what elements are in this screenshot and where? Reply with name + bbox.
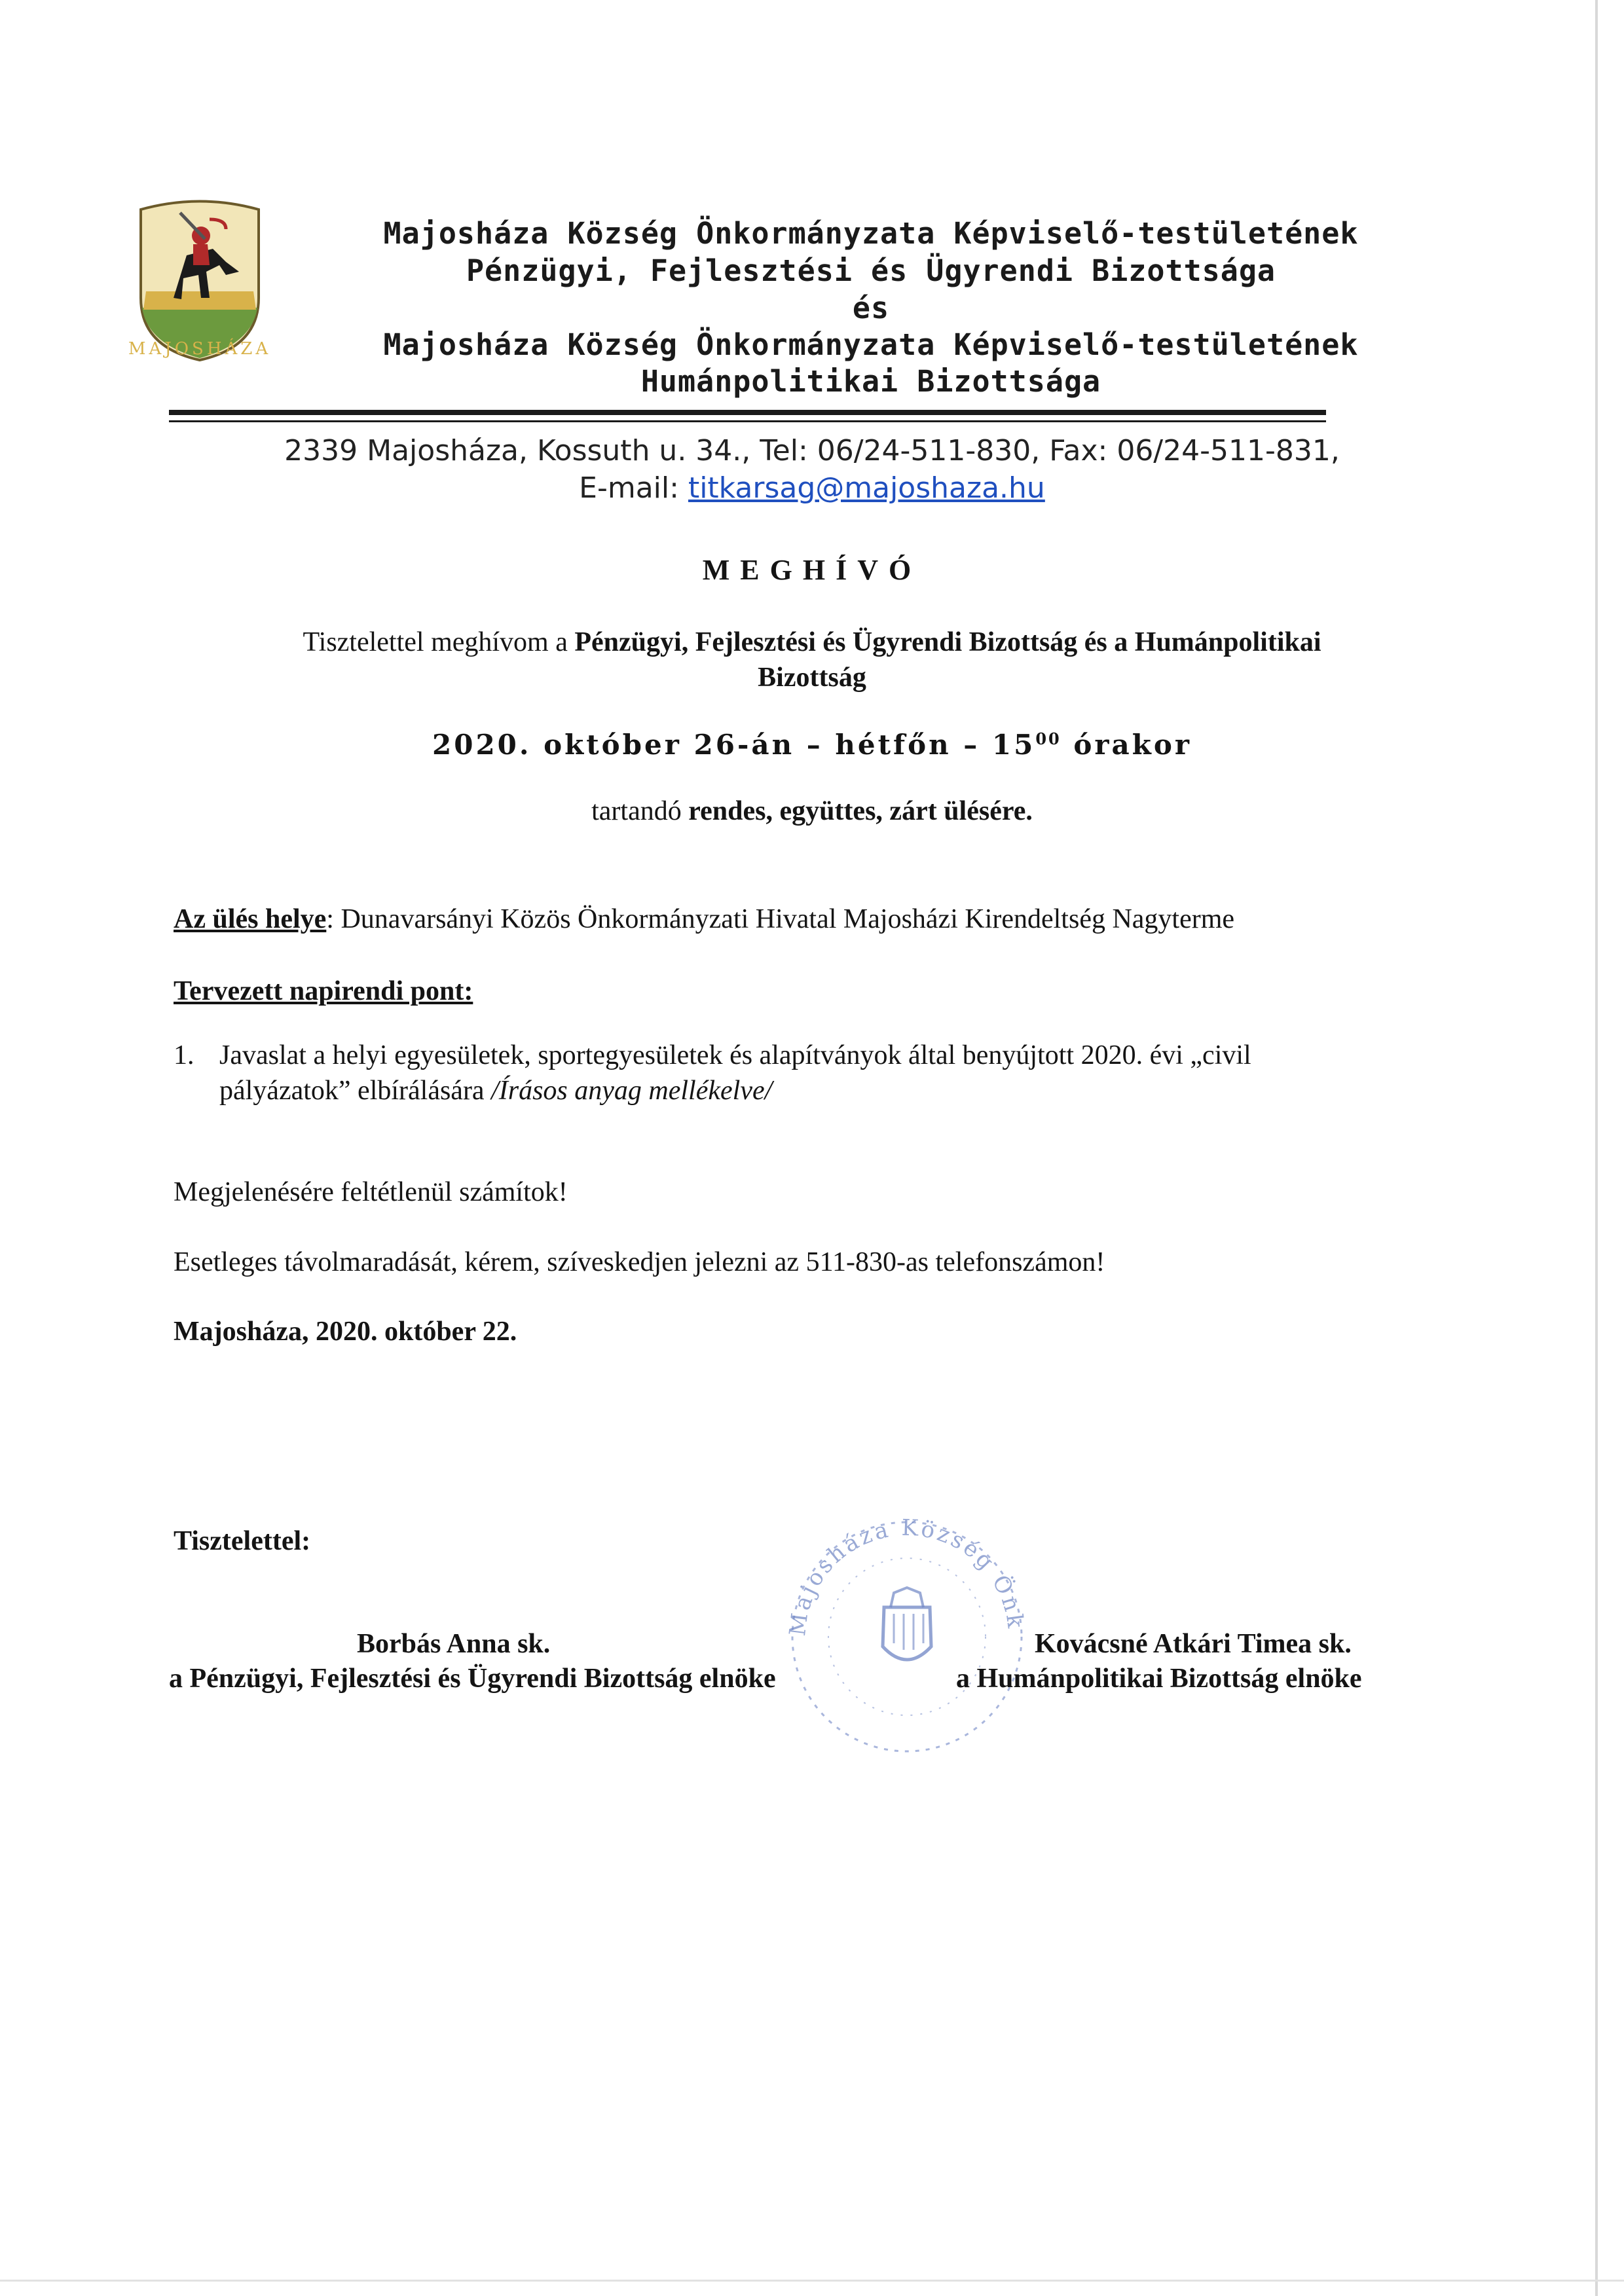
agenda-item-line-2	[219, 1075, 772, 1106]
venue-value: Dunavarsányi Közös Önkormányzati Hivatal Majosházi Kirendeltség Nagyterme	[333, 904, 1235, 934]
right-signatory-title: a Humánpolitikai Bizottság elnöke	[956, 1664, 1362, 1694]
session-line	[0, 795, 1624, 827]
stamp-text: Majosháza Község Önk	[784, 1514, 1029, 1638]
header-rule-thin	[169, 420, 1326, 422]
left-signatory-title: a Pénzügyi, Fejlesztési és Ügyrendi Bizottság elnöke	[169, 1664, 776, 1694]
agenda-item-text: pályázatok” elbírálására	[219, 1076, 492, 1106]
invite-line-1	[0, 627, 1624, 658]
official-stamp	[779, 1509, 1035, 1764]
place-date: Majosháza, 2020. október 22.	[174, 1317, 517, 1347]
invite-prefix: Tisztelettel meghívom a	[303, 627, 575, 657]
right-signatory-name: Kovácsné Atkári Timea sk.	[1035, 1629, 1352, 1659]
closing-line-2: Esetleges távolmaradását, kérem, szíveskedjen jelezni az 511-830-as telefonszámon!	[174, 1247, 1105, 1277]
address-line: 2339 Majosháza, Kossuth u. 34., Tel: 06/24-511-830, Fax: 06/24-511-831,	[284, 434, 1340, 467]
signature-greeting: Tisztelettel:	[174, 1526, 311, 1556]
venue-colon: :	[326, 904, 334, 934]
invite-committees: Pénzügyi, Fejlesztési és Ügyrendi Bizottság és a Humánpolitikai	[574, 627, 1321, 657]
header-line-4: Majosháza Község Önkormányzata Képviselő-testületének	[383, 327, 1359, 362]
venue-label: Az ülés helye	[174, 904, 327, 934]
session-type: rendes, együttes, zárt ülésére.	[688, 796, 1033, 826]
agenda-item-note: /Írásos anyag mellékelve/	[491, 1076, 773, 1106]
meeting-date	[0, 729, 1624, 761]
agenda-heading: Tervezett napirendi pont:	[174, 976, 473, 1006]
venue-line	[174, 903, 1234, 935]
crest-caption: MAJOSHÁZA	[128, 339, 272, 359]
left-signatory-name: Borbás Anna sk.	[357, 1629, 551, 1659]
email-line	[0, 471, 1624, 505]
scan-edge-line	[1595, 0, 1598, 2296]
meeting-date-suffix: órakor	[1061, 729, 1192, 761]
meeting-date-text: 2020. október 26-án – hétfőn – 15	[432, 729, 1036, 761]
header-line-5: Humánpolitikai Bizottsága	[640, 364, 1101, 399]
email-label: E-mail:	[579, 471, 679, 505]
agenda-item-number: 1.	[174, 1040, 194, 1070]
session-prefix: tartandó	[591, 796, 689, 826]
header-rule-thick	[169, 410, 1326, 415]
scan-bottom-line	[0, 2280, 1624, 2282]
header-line-3: és	[852, 291, 890, 325]
agenda-item-line-1: Javaslat a helyi egyesületek, sportegyesületek és alapítványok által benyújtott 2020. évi „civil	[219, 1040, 1251, 1070]
meeting-time-minutes: 00	[1035, 729, 1061, 748]
email-link[interactable]: titkarsag@majoshaza.hu	[688, 471, 1045, 505]
invite-line-2: Bizottság	[758, 663, 866, 693]
closing-line-1: Megjelenésére feltétlenül számítok!	[174, 1177, 568, 1207]
header-line-1: Majosháza Község Önkormányzata Képviselő-testületének	[383, 216, 1359, 251]
page-title: MEGHÍVÓ	[702, 554, 922, 586]
header-line-2: Pénzügyi, Fejlesztési és Ügyrendi Bizottsága	[466, 253, 1276, 288]
